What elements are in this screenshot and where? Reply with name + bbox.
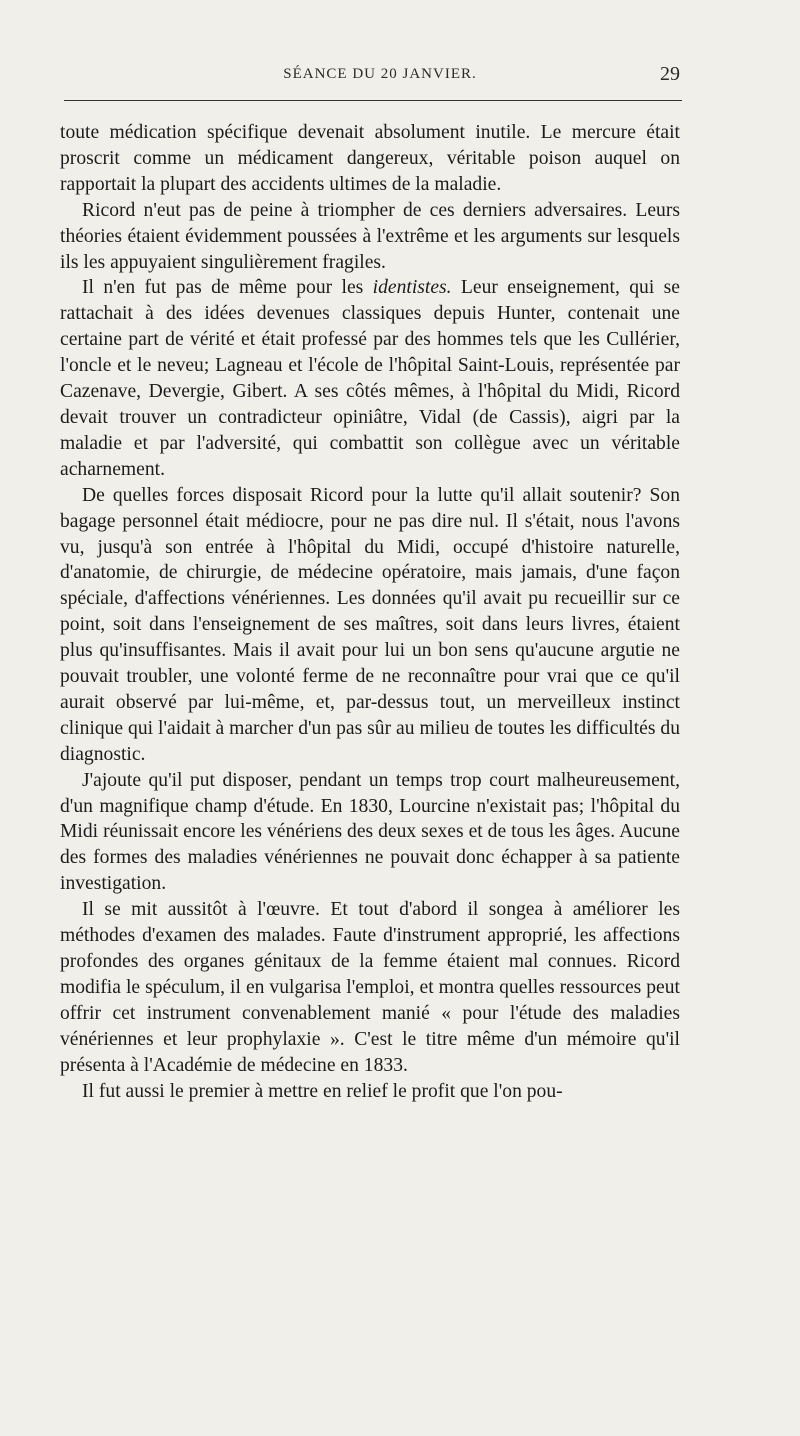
- paragraph: J'ajoute qu'il put disposer, pendant un temps trop court malheureusement, d'un magnifique champ d'étude. En 1830, Lourcine n'existait pas; l'hôpital du Midi réunissait encore les vénériens des deux sexes et de tous les âges. Aucune des formes des maladies vénériennes ne pouvait donc échapper à sa patiente investigation.: [60, 769, 680, 895]
- page-number: 29: [660, 63, 680, 85]
- header-rule: [64, 100, 682, 101]
- paragraph: Il se mit aussitôt à l'œuvre. Et tout d'abord il songea à améliorer les méthodes d'examen des malades. Faute d'instrument approprié, les affections profondes des organes génitaux de la femme étaient mal connues. Ricord modifia le spéculum, il en vulgarisa l'emploi, et montra quelles ressources peut offrir cet instrument convenablement manié « pour l'étude des maladies vénériennes et leur prophylaxie ». C'est le titre même d'un mémoire qu'il présenta à l'Académie de médecine en 1833.: [60, 899, 680, 1076]
- running-title: SÉANCE DU 20 JANVIER.: [283, 66, 477, 82]
- page-header: [64, 63, 682, 92]
- paragraph-text: Leur enseignement, qui se rattachait à des idées devenues classiques depuis Hunter, contenait une certaine part de vérité et était professé par des hommes tels que les Cullérier, l'oncle et le neveu; Lagneau et l'école de l'hôpital Saint-Louis, représentée par Cazenave, Devergie, Gibert. A ses côtés mêmes, à l'hôpital du Midi, Ricord devait trouver un contradicteur opiniâtre, Vidal (de Cassis), aigri par la maladie et par l'adversité, qui combattit son collègue avec un véritable acharnement.: [60, 277, 680, 480]
- body-text: [60, 120, 680, 1104]
- paragraph: Il fut aussi le premier à mettre en relief le profit que l'on pou-: [82, 1080, 563, 1102]
- paragraph: Ricord n'eut pas de peine à triompher de ces derniers adversaires. Leurs théories étaient évidemment poussées à l'extrême et les arguments sur lesquels ils les appuyaient singulièrement fragiles.: [60, 199, 680, 273]
- paragraph: De quelles forces disposait Ricord pour la lutte qu'il allait soutenir? Son bagage personnel était médiocre, pour ne pas dire nul. Il s'était, nous l'avons vu, jusqu'à son entrée à l'hôpital du Midi, occupé d'histoire naturelle, d'anatomie, de chirurgie, de médecine opératoire, mais jamais, d'une façon spéciale, d'affections vénériennes. Les données qu'il avait pu recueillir sur ce point, soit dans l'enseignement de ses maîtres, soit dans leurs livres, étaient plus qu'insuffisantes. Mais il avait pour lui un bon sens qu'aucune argutie ne pouvait troubler, une volonté ferme de ne reconnaître pour vrai que ce qu'il aurait observé par lui-même, et, par-dessus tout, un merveilleux instinct clinique qui l'aidait à marcher d'un pas sûr au milieu de toutes les difficultés du diagnostic.: [60, 484, 680, 765]
- paragraph-text: Il n'en fut pas de même pour les: [82, 277, 373, 299]
- paragraph: [60, 275, 680, 482]
- paragraph: toute médication spécifique devenait absolument inutile. Le mercure était proscrit comme un médicament dangereux, véritable poison auquel on rapportait la plupart des accidents ultimes de la maladie.: [60, 122, 680, 195]
- italic-term: identistes.: [372, 277, 452, 299]
